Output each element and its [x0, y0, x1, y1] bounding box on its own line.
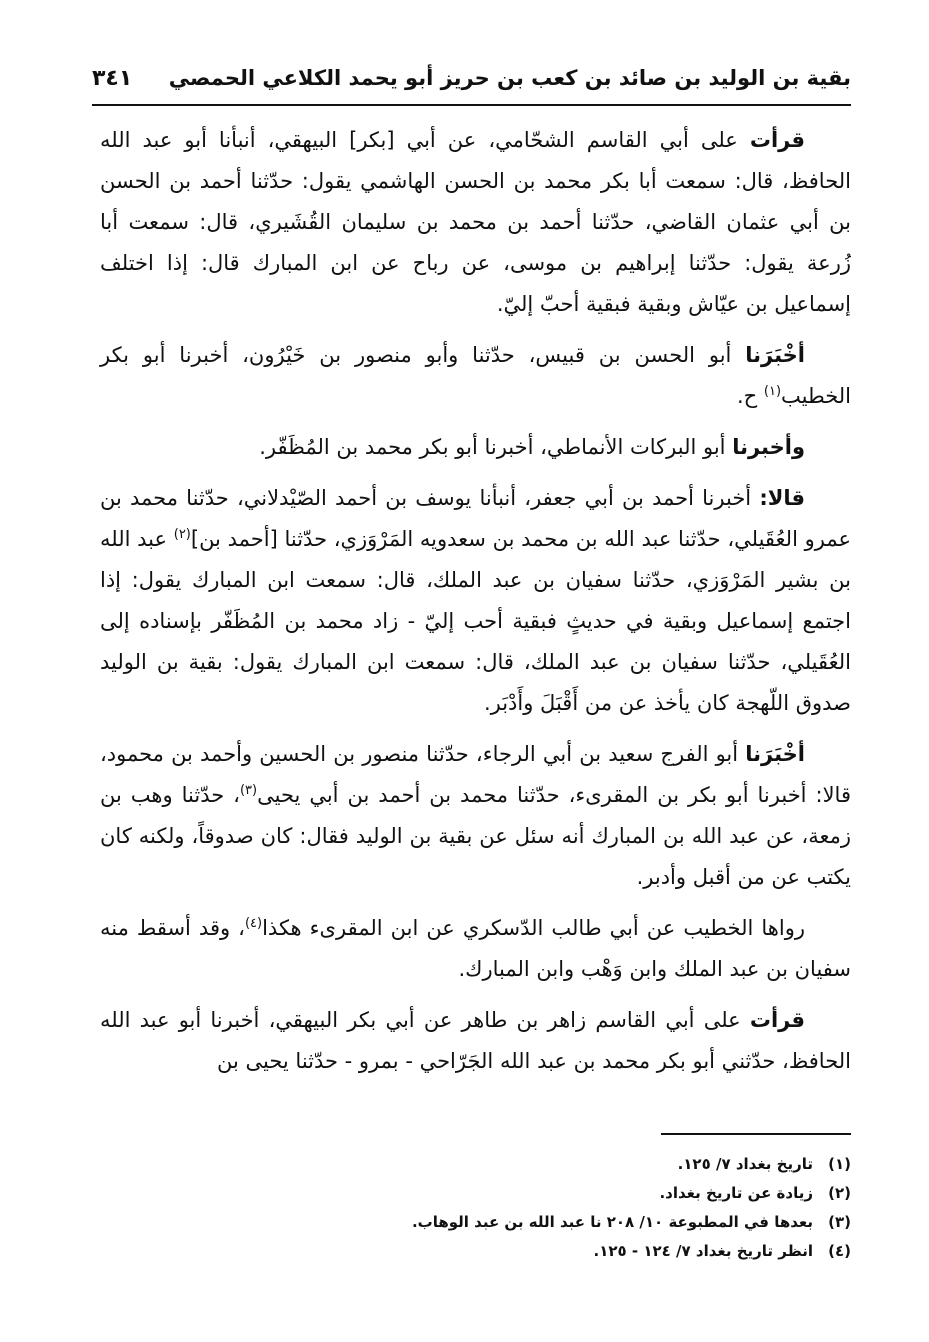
paragraph-text: أبو الفرج سعيد بن أبي الرجاء، حدّثنا منصور بن الحسين وأحمد بن محمود، قالا: أخبرنا أبو بكر بن المقرىء، حدّثنا محمد بن أحمد بن أبي يحيى: [100, 742, 851, 807]
footnote-number: (١): [828, 1155, 851, 1173]
footnote-text: انظر تاريخ بغداد ٧/ ١٢٤ - ١٢٥.: [593, 1242, 813, 1260]
paragraph: [100, 335, 851, 417]
paragraph-text: على أبي القاسم زاهر بن طاهر عن أبي بكر البيهقي، أخبرنا أبو عبد الله الحافظ، حدّثني أبو بكر محمد بن عبد الله الجَرّاحي - بمرو - حدّثنا يحيى بن: [100, 1008, 851, 1073]
paragraph-lead-word: وأخبرنا: [732, 435, 805, 459]
footnote-number: (٣): [828, 1213, 851, 1231]
running-title: بقية بن الوليد بن صائد بن كعب بن حريز أبو يحمد الكلاعي الحمصي: [168, 66, 851, 90]
paragraph-lead-word: أخْبَرَنا: [745, 343, 805, 367]
footnote-text: تاريخ بغداد ٧/ ١٢٥.: [677, 1155, 813, 1173]
footnote-reference: (٢): [173, 527, 191, 542]
footnote-number: (٤): [828, 1242, 851, 1260]
paragraph-text-continued: ح.: [736, 384, 764, 408]
paragraph: [100, 908, 851, 990]
footnote: [100, 1150, 851, 1179]
footnote-reference: (٤): [244, 916, 263, 931]
footnote-reference: (١): [763, 384, 782, 399]
footnote-separator: [661, 1133, 851, 1135]
paragraph: [100, 427, 851, 468]
paragraph-text: رواها الخطيب عن أبي طالب الدّسكري عن ابن المقرىء هكذا: [262, 916, 805, 940]
paragraph-lead-word: قرأت: [749, 1008, 805, 1032]
paragraph-text: أبو الحسن بن قبيس، حدّثنا وأبو منصور بن خَيْرُون، أخبرنا أبو بكر الخطيب: [100, 343, 851, 408]
paragraph-text-continued: ، وقد أسقط منه سفيان بن عبد الملك وابن وَهْب وابن المبارك.: [100, 916, 851, 981]
page-number: ٣٤١: [92, 66, 133, 91]
paragraph-text-continued: عبد الله بن بشير المَرْوَزي، حدّثنا سفيان بن عبد الملك، قال: سمعت ابن المبارك يقول: إذا اجتمع إسماعيل وبقية في حديثٍ فبقية أحب إليّ - زاد محمد بن المُظَفّر بإسناده إلى العُقَيلي، حدّثنا سفيان بن عبد الملك، قال: سمعت ابن المبارك يقول: بقية بن الوليد صدوق اللّهجة كان يأخذ عن من أَقْبَلَ وأَدْبَر.: [100, 527, 851, 715]
footnotes: [100, 1150, 851, 1266]
footnote-text: بعدها في المطبوعة ١٠/ ٢٠٨ نا عبد الله بن عبد الوهاب.: [411, 1213, 813, 1231]
footnote-text: زيادة عن تاريخ بغداد.: [659, 1184, 813, 1202]
paragraph: [100, 478, 851, 724]
main-text: [100, 120, 851, 1092]
paragraph-text-continued: ، حدّثنا وهب بن زمعة، عن عبد الله بن المبارك أنه سئل عن بقية بن الوليد فقال: كان صدوقاً، ولكنه كان يكتب عن من أقبل وأدبر.: [100, 783, 851, 889]
paragraph: [100, 734, 851, 898]
paragraph-lead-word: أخْبَرَنا: [745, 742, 805, 766]
page-header: [92, 60, 851, 106]
paragraph-lead-word: قرأت: [749, 128, 805, 152]
paragraph-text: أبو البركات الأنماطي، أخبرنا أبو بكر محمد بن المُظَفّر.: [259, 435, 733, 459]
footnote-number: (٢): [828, 1184, 851, 1202]
paragraph: [100, 120, 851, 325]
paragraph-lead-word: قالا:: [759, 486, 805, 510]
footnote: [100, 1208, 851, 1237]
footnote: [100, 1237, 851, 1266]
paragraph-text: أخبرنا أحمد بن أبي جعفر، أنبأنا يوسف بن أحمد الصّيْدلاني، حدّثنا محمد بن عمرو العُقَيلي، حدّثنا عبد الله بن محمد بن سعدويه المَرْوَزي، حدّثنا [أحمد بن]: [100, 486, 851, 551]
footnote-reference: (٣): [239, 783, 258, 798]
paragraph: [100, 1000, 851, 1082]
footnote: [100, 1179, 851, 1208]
paragraph-text: على أبي القاسم الشحّامي، عن أبي [بكر] البيهقي، أنبأنا أبو عبد الله الحافظ، قال: سمعت أبا بكر محمد بن الحسن الهاشمي يقول: حدّثنا أحمد بن الحسن بن أبي عثمان القاضي، حدّثنا أحمد بن محمد بن سليمان القُشَيري، قال: سمعت أبا زُرعة يقول: حدّثنا إبراهيم بن موسى، عن رباح عن ابن المبارك قال: إذا اختلف إسماعيل بن عيّاش وبقية فبقية أحبّ إليّ.: [100, 128, 851, 316]
